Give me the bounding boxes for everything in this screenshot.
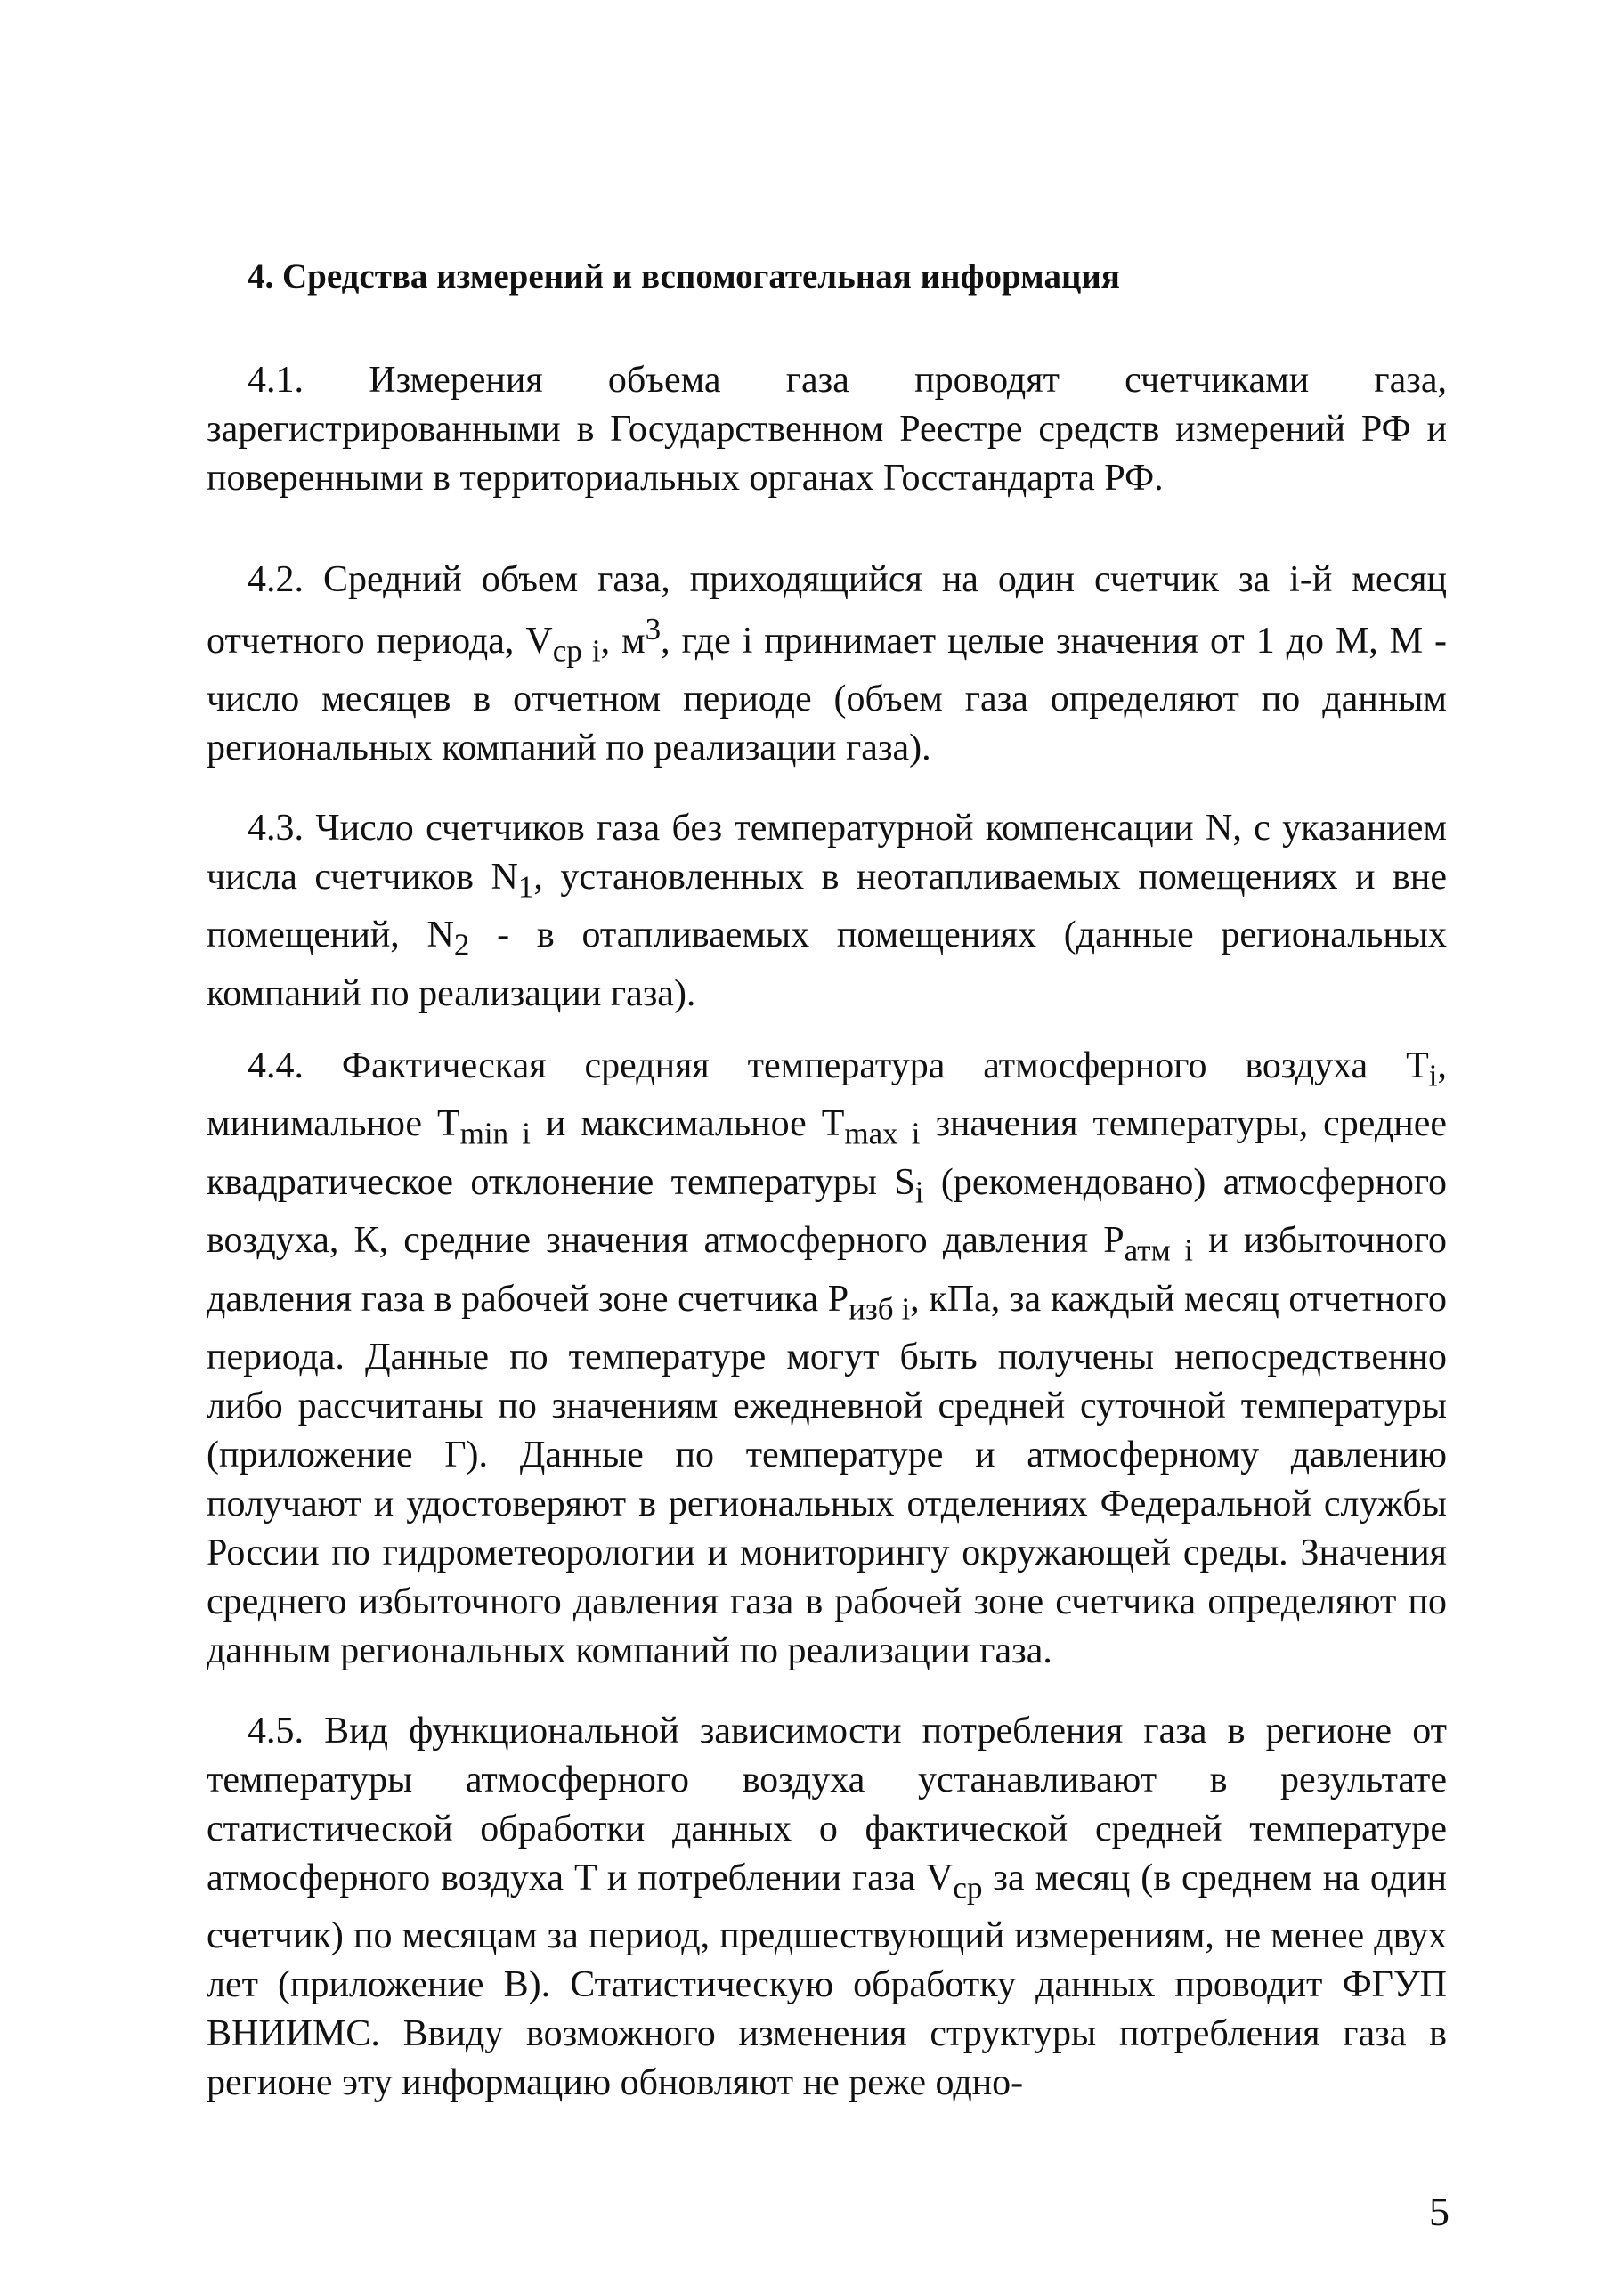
paragraph-text: , минимальное T — [207, 1045, 1448, 1145]
subscript: 1 — [517, 869, 534, 905]
paragraph-text: Измерения объема газа проводят счетчиками газа, зарегистрированными в Государственном Реестре средств измерений РФ и поверенными в территориальных органах Госстандарта РФ. — [207, 360, 1447, 499]
subscript: ср i — [552, 633, 601, 669]
paragraph-text: Средний объем газа, приходящийся на один счетчик за i-й месяц отчетного периода, V — [207, 559, 1447, 662]
paragraph-number: 4.2. — [248, 559, 304, 600]
paragraph-4-2 — [207, 556, 1447, 773]
subscript: max i — [844, 1116, 921, 1151]
paragraph-text: и максимальное T — [531, 1103, 845, 1145]
paragraph-text: , где i принимает целые значения от 1 до М, М - число месяцев в отчетном периоде (объем газа определяют по данным региональных компаний по реализации газа). — [207, 621, 1448, 769]
paragraph-text: , кПа, за каждый месяц отчетного периода. Данные по температуре могут быть получены непосредственно либо рассчитаны по значениям ежедневной средней суточной температуры (приложение Г). Данные по температуре и атмосферному давлению получают и удостоверяют в региональных отделениях Федеральной службы России по гидрометеорологии и мониторингу окружающей среды. Значения среднего избыточного давления газа в рабочей зоне счетчика определяют по данным региональных компаний по реализации газа. — [207, 1278, 1447, 1671]
paragraph-text: , установленных в неотапливаемых помещениях и вне помещений, N — [207, 857, 1448, 956]
paragraph-number: 4.4. — [248, 1045, 304, 1086]
subscript: ср — [953, 1870, 983, 1906]
paragraph-text: Фактическая средняя температура атмосферного воздуха T — [341, 1045, 1429, 1086]
paragraph-4-4 — [207, 1042, 1447, 1676]
superscript: 3 — [645, 612, 662, 646]
paragraph-text: Вид функциональной зависимости потребления газа в регионе от температуры атмосферного воздуха устанавливают в результате статистической обработки данных о фактической средней температуре атмосферного воздуха T и потреблении газа V — [207, 1711, 1447, 1898]
paragraph-number: 4.5. — [248, 1711, 304, 1752]
subscript: i — [1428, 1058, 1438, 1093]
subscript: i — [914, 1175, 924, 1210]
subscript: min i — [459, 1116, 531, 1151]
paragraph-text: значения температуры, среднее квадратическое отклонение температуры S — [207, 1103, 1447, 1203]
page-number: 5 — [1429, 2189, 1449, 2234]
paragraph-4-5 — [207, 1707, 1447, 2108]
subscript: атм i — [1124, 1232, 1193, 1268]
paragraph-text: и избыточного давления газа в рабочей зоне счетчика P — [207, 1220, 1448, 1320]
paragraph-text: Число счетчиков газа без температурной компенсации N, с указанием числа счетчиков N — [207, 808, 1447, 898]
paragraph-number: 4.1. — [248, 360, 304, 401]
paragraph-text: за месяц (в среднем на один счетчик) по месяцам за период, предшествующий измерениям, не менее двух лет (приложение В). Статистическую обработку данных проводит ФГУП ВНИИМС. Ввиду возможного изменения структуры потребления газа в регионе эту информацию обновляют не реже одно- — [207, 1857, 1448, 2104]
paragraph-text: (рекомендовано) атмосферного воздуха, К, средние значения атмосферного давления P — [207, 1161, 1448, 1262]
paragraph-number: 4.3. — [248, 808, 304, 849]
paragraph-text: , м — [600, 621, 646, 662]
paragraph-text: - в отапливаемых помещениях (данные региональных компаний по реализации газа). — [207, 914, 1448, 1014]
paragraph-4-3 — [207, 804, 1447, 1019]
subscript: 2 — [453, 927, 470, 963]
subscript: изб i — [849, 1290, 911, 1326]
section-heading: 4. Средства измерений и вспомогательная информация — [248, 257, 1120, 296]
paragraph-4-1 — [207, 356, 1447, 503]
